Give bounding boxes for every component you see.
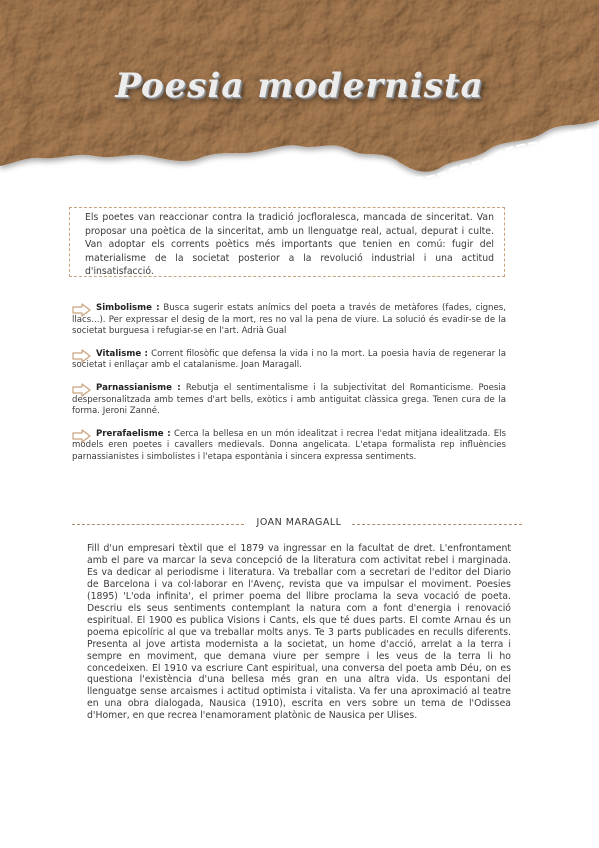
intro-text: Els poetes van reaccionar contra la tradició jocfloralesca, mancada de sinceritat. Van proposar una poètica de la sinceritat, amb un llenguatge real, actual, depurat i culte. Van adoptar els corrents poètics més importants que tenien en comú: fugir del materialisme de la societat posterior a la revolució industrial i una actitud d'insatisfacció. xyxy=(85,212,494,277)
movement-text: Cerca la bellesa en un món idealitzat i recrea l'edat mitjana idealitzada. Els models eren poetes i cavallers medievals. Donna angelicata. L'etapa formalista rep influències parnassianistes i simbolistes i l'etapa espontània i sincera expressa sentiments. xyxy=(72,428,506,462)
intro-box xyxy=(69,207,505,277)
page-title: Poesia modernista xyxy=(115,66,484,106)
movement-item-simbolisme xyxy=(72,303,506,338)
movement-name: Parnassianisme : xyxy=(96,382,181,393)
divider-line-left xyxy=(72,524,244,525)
section-divider xyxy=(72,517,522,531)
movement-name: Prerafaelisme : xyxy=(96,428,171,439)
movement-item-prerafaelisme xyxy=(72,429,506,464)
movement-text: Busca sugerir estats anímics del poeta a través de metàfores (fades, cignes, llacs...). Per expressar el desig de la mort, res no val la pena de viure. La solució és evadir-se de la societat burguesa i refugiar-se en l'art. Adrià Gual xyxy=(72,303,506,337)
outline-arrow-right-icon xyxy=(72,349,92,363)
divider-line-right xyxy=(352,524,522,525)
section-heading: JOAN MARAGALL xyxy=(256,517,342,528)
movement-text: Corrent filosòfic que defensa la vida i no la mort. La poesia havia de regenerar la societat i enllaçar amb el catalanisme. Joan Maragall. xyxy=(72,348,506,371)
movement-item-vitalisme xyxy=(72,349,506,372)
movement-item-parnassianisme xyxy=(72,383,506,418)
outline-arrow-right-icon xyxy=(72,383,92,397)
outline-arrow-right-icon xyxy=(72,429,92,443)
outline-arrow-right-icon xyxy=(72,303,92,317)
movement-name: Simbolisme : xyxy=(96,303,160,313)
crumpled-paper-header xyxy=(0,0,599,200)
biography-text: Fill d'un empresari tèxtil que el 1879 va ingressar en la facultat de dret. L'enfrontament amb el pare va marcar la seva concepció de la literatura com activitat rebel i marginada. Es va dedicar al periodisme i literatura. Va treballar com a secretari de l'editor del Diario de Barcelona i va col·laborar en l'Avenç, revista que va impulsar el moviment. Poesies (1895) 'L'oda infinita', el primer poema del llibre proclama la seva vocació de poeta. Descriu els seus sentiments contemplant la natura com a font d'energia i renovació espiritual. El 1900 es publica Visions i Cants, els que té dues parts. El comte Arnau és un poema epicolíric al que va treballar molts anys. Te 3 parts publicades en reculls diferents. Presenta al jove artista modernista a la societat, un home d'acció, arrelat a la terra i sempre en moviment, que demana viure per sempre i les veus de la terra li ho concedeixen. El 1910 va escriure Cant espiritual, una conversa del poeta amb Déu, on es questiona l'existència d'una bellesa més gran en una altra vida. Us espontani del llenguatge sense arcaismes i actitud optimista i vitalista. Va fer una aproximació al teatre en una obra dialogada, Nausica (1910), escrita en vers sobre un tema de l'Odissea d'Homer, en que recrea l'enamorament platònic de Nausica per Ulises. xyxy=(87,543,511,722)
movement-name: Vitalisme : xyxy=(96,348,148,359)
movement-text: Rebutja el sentimentalisme i la subjectivitat del Romanticisme. Poesia despersonalitzada amb temes d'art bells, exòtics i amb antiguitat clàssica grega. Tenen cura de la forma. Jeroni Zanné. xyxy=(72,382,506,417)
movements-list xyxy=(72,303,506,475)
